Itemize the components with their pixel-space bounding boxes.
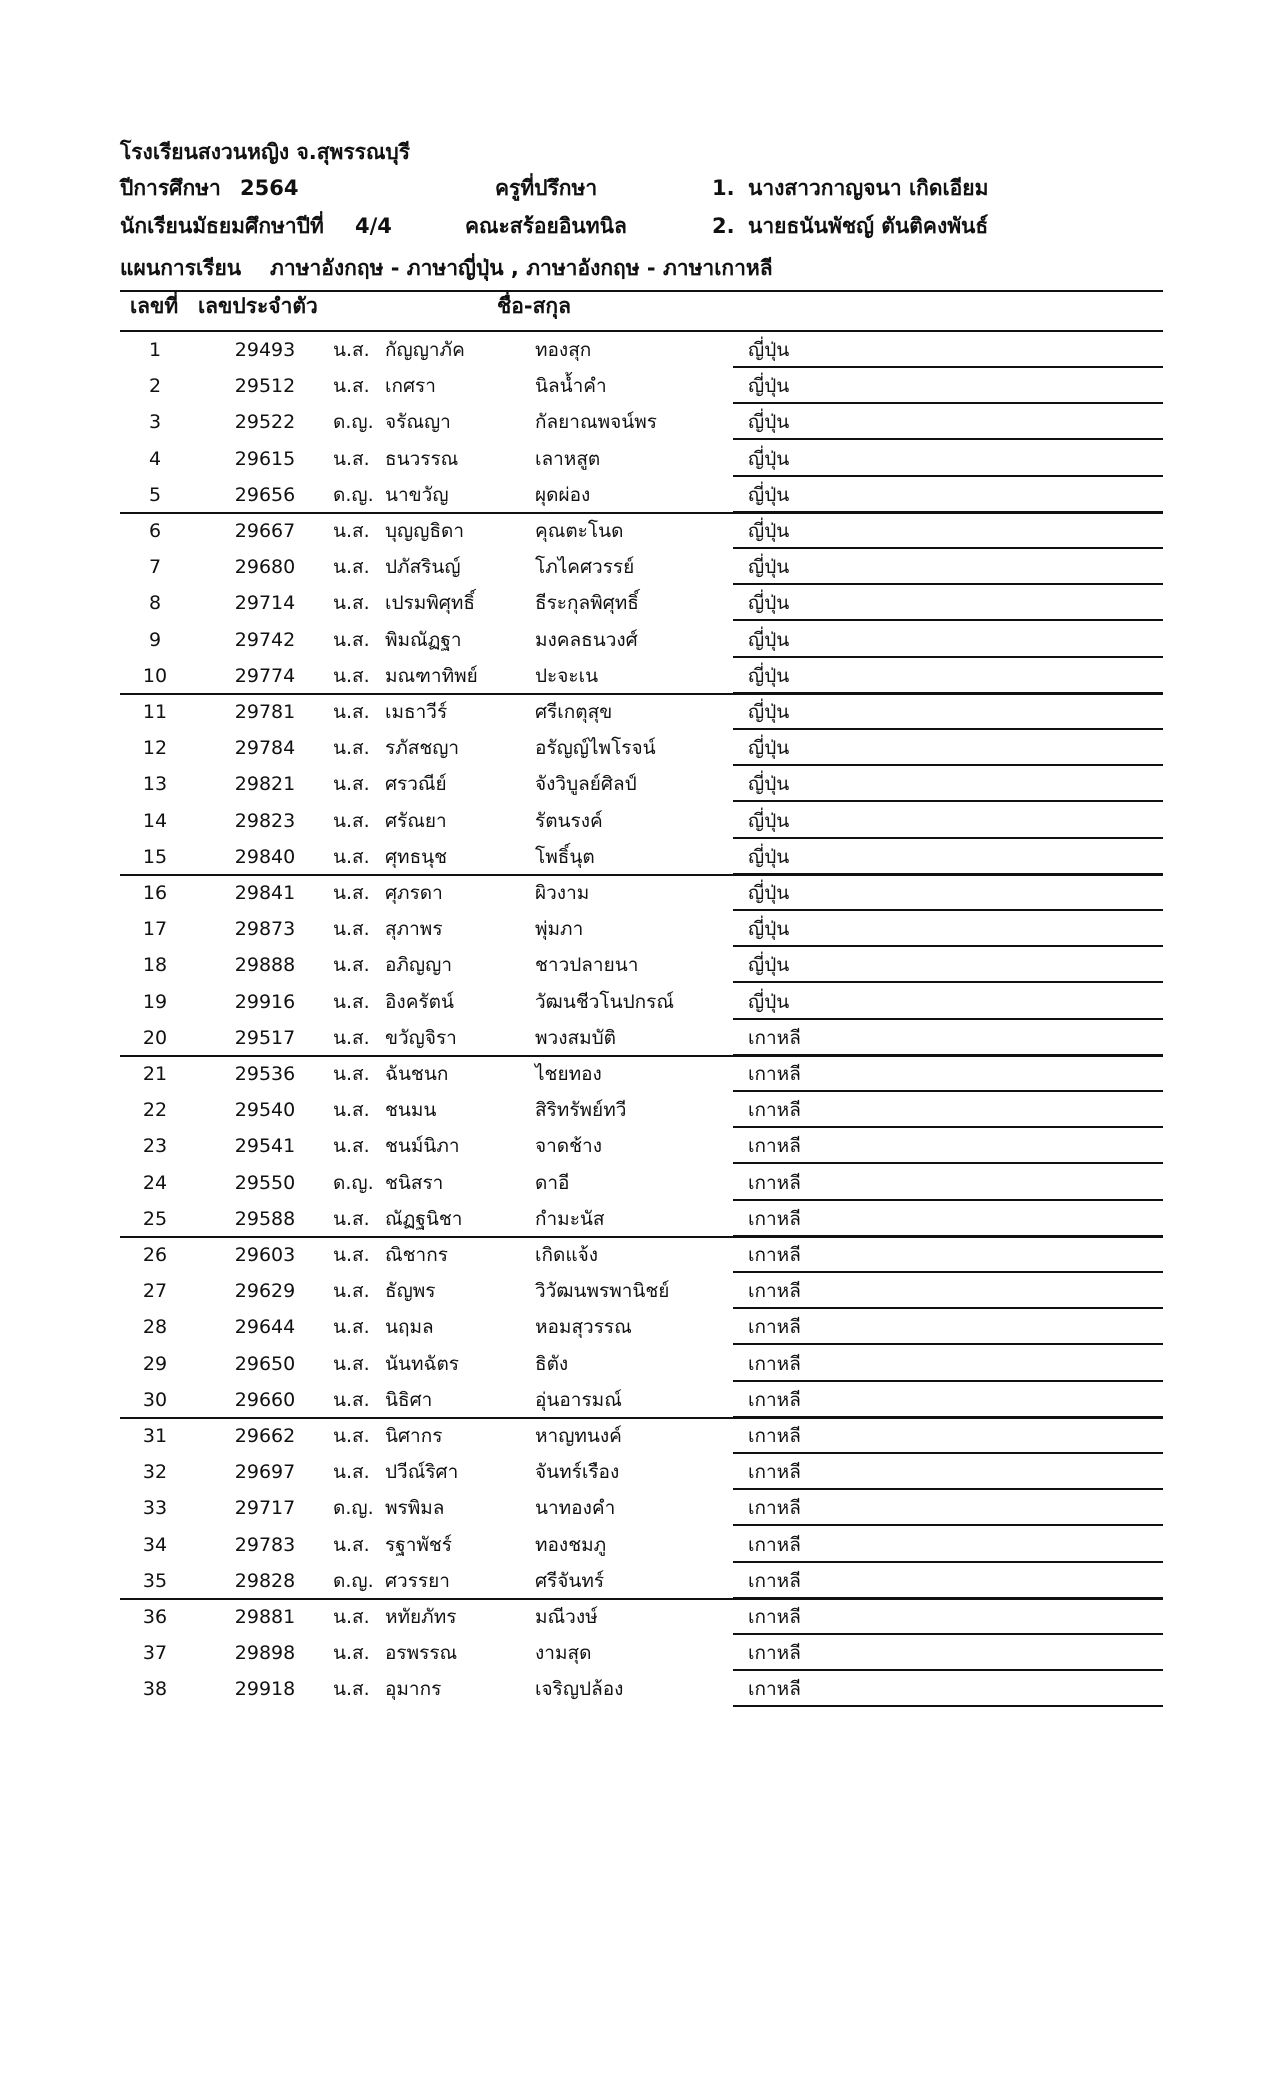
table-row [0,332,1275,368]
table-row [0,1273,1275,1309]
team-name: คณะสร้อยอินทนิล [465,214,627,238]
student-last-name: ศรีจันทร์ [535,1569,605,1592]
student-last-name: วัฒนชีวโนปกรณ์ [535,990,674,1013]
table-row [0,1563,1275,1599]
language-underline [733,1705,1163,1707]
class-label: นักเรียนมัธยมศึกษาปีที่ [120,214,324,238]
student-first-name: ธนวรรณ [385,447,459,470]
student-last-name: ผุดผ่อง [535,483,591,506]
student-id: 29588 [234,1207,296,1230]
student-id: 29774 [234,664,296,687]
study-plan: ภาษาอังกฤษ - ภาษาญี่ปุ่น , ภาษาอังกฤษ - ภาษาเกาหลี [270,256,773,280]
student-language: เกาหลี [748,1425,801,1447]
student-prefix: น.ส. [333,1606,370,1628]
student-number: 30 [142,1388,168,1411]
column-header-name: ชื่อ-สกุล [497,294,571,318]
student-id: 29697 [234,1461,296,1484]
student-language: เกาหลี [748,1461,801,1484]
student-first-name: มณฑาทิพย์ [385,664,478,687]
table-row [0,549,1275,585]
student-prefix: ด.ญ. [333,483,374,506]
student-prefix: น.ส. [333,592,370,615]
student-last-name: อุ่นอารมณ์ [535,1388,622,1411]
table-row [0,1454,1275,1490]
student-number: 12 [142,737,168,760]
table-row [0,911,1275,947]
student-prefix: น.ส. [333,954,370,977]
student-id: 29540 [234,1099,296,1122]
student-first-name: ฉันชนก [385,1063,449,1085]
student-number: 21 [142,1063,168,1085]
student-id: 29512 [234,375,296,398]
column-header-number: เลขที่ [130,294,179,318]
student-last-name: งามสุด [535,1642,592,1665]
student-first-name: ขวัญจิรา [385,1026,457,1049]
student-last-name: จังวิบูลย์ศิลป์ [535,773,637,796]
table-row [0,694,1275,730]
student-prefix: น.ส. [333,1207,370,1230]
student-prefix: น.ส. [333,1678,370,1701]
student-prefix: น.ส. [333,664,370,687]
student-language: เกาหลี [748,1533,801,1556]
student-language: เกาหลี [748,1497,801,1520]
student-number: 23 [142,1135,168,1158]
table-row [0,585,1275,621]
student-language: เกาหลี [748,1352,801,1375]
student-number: 28 [142,1316,168,1339]
table-row [0,1201,1275,1237]
student-last-name: คุณตะโนด [535,520,624,542]
student-number: 10 [142,664,168,687]
student-number: 7 [148,556,162,579]
student-language: เกาหลี [748,1280,801,1303]
student-first-name: อิงครัตน์ [385,990,454,1013]
table-row [0,1671,1275,1707]
student-first-name: รฐาพัชร์ [385,1533,452,1556]
student-id: 29821 [234,773,296,796]
student-language: เกาหลี [748,1135,801,1158]
student-language: ญี่ปุ่น [748,809,790,832]
student-last-name: สิริทรัพย์ทวี [535,1099,627,1122]
student-last-name: ปะจะเน [535,664,599,687]
student-first-name: ธัญพร [385,1280,436,1303]
student-last-name: จันทร์เรือง [535,1461,620,1484]
student-language: ญี่ปุ่น [748,411,790,434]
table-row [0,1418,1275,1454]
student-first-name: ศรัณยา [385,809,447,832]
student-number: 19 [142,990,168,1013]
table-row [0,1056,1275,1092]
student-language: ญี่ปุ่น [748,520,790,542]
student-prefix: น.ส. [333,773,370,796]
class-value: 4/4 [355,214,392,238]
student-prefix: ด.ญ. [333,1171,374,1194]
student-number: 34 [142,1533,168,1556]
student-prefix: น.ส. [333,375,370,398]
student-language: ญี่ปุ่น [748,375,790,398]
student-prefix: น.ส. [333,1461,370,1484]
table-row [0,1165,1275,1201]
table-row [0,1309,1275,1345]
student-prefix: ด.ญ. [333,1497,374,1520]
student-language: เกาหลี [748,1388,801,1411]
student-language: ญี่ปุ่น [748,339,790,361]
student-language: ญี่ปุ่น [748,447,790,470]
student-prefix: น.ส. [333,990,370,1013]
student-prefix: น.ส. [333,882,370,904]
student-last-name: ธีระกุลพิศุทธิ์ [535,592,639,615]
student-number: 11 [142,701,168,723]
student-prefix: น.ส. [333,1244,370,1266]
student-language: ญี่ปุ่น [748,990,790,1013]
student-number: 9 [148,628,162,651]
student-prefix: น.ส. [333,520,370,542]
academic-year-label: ปีการศึกษา [120,176,221,200]
student-first-name: อุมากร [385,1678,442,1701]
advisor1-number: 1. [712,176,735,200]
student-prefix: น.ส. [333,1352,370,1375]
student-last-name: เกิดแจ้ง [535,1244,598,1266]
student-last-name: ธิตัง [535,1352,569,1375]
student-first-name: สุภาพร [385,918,443,941]
table-row [0,404,1275,440]
study-plan-label: แผนการเรียน [120,256,242,280]
student-first-name: ศุทธนุช [385,845,448,868]
student-id: 29823 [234,809,296,832]
advisor-label: ครูที่ปรึกษา [495,176,598,200]
student-id: 29517 [234,1026,296,1049]
student-prefix: น.ส. [333,737,370,760]
student-last-name: หอมสุวรรณ [535,1316,632,1339]
student-id: 29898 [234,1642,296,1665]
student-id: 29916 [234,990,296,1013]
student-language: ญี่ปุ่น [748,954,790,977]
table-row [0,1599,1275,1635]
student-number: 13 [142,773,168,796]
student-first-name: นาขวัญ [385,483,449,506]
student-number: 25 [142,1207,168,1230]
student-last-name: วิวัฒนพรพานิชย์ [535,1280,670,1303]
student-language: เกาหลี [748,1207,801,1230]
student-id: 29783 [234,1533,296,1556]
advisor1-name: นางสาวกาญจนา เกิดเอียม [748,176,989,200]
student-language: ญี่ปุ่น [748,845,790,868]
table-row [0,441,1275,477]
student-number: 6 [148,520,162,542]
student-prefix: น.ส. [333,339,370,361]
student-id: 29541 [234,1135,296,1158]
table-row [0,984,1275,1020]
table-row [0,730,1275,766]
student-language: เกาหลี [748,1099,801,1122]
student-last-name: ทองสุก [535,339,592,361]
table-row [0,368,1275,404]
student-first-name: เปรมพิศุทธิ์ [385,592,475,615]
school-name: โรงเรียนสงวนหญิง จ.สุพรรณบุรี [120,140,411,164]
student-number: 15 [142,845,168,868]
student-language: ญี่ปุ่น [748,701,790,723]
table-row [0,875,1275,911]
student-number: 29 [142,1352,168,1375]
table-row [0,658,1275,694]
student-first-name: ศรวณีย์ [385,773,447,796]
table-row [0,622,1275,658]
student-language: ญี่ปุ่น [748,737,790,760]
table-row [0,1237,1275,1273]
student-number: 18 [142,954,168,977]
student-first-name: ปภัสรินญ์ [385,556,461,579]
column-header-student-id: เลขประจำตัว [198,294,318,318]
student-language: เกาหลี [748,1244,801,1266]
student-id: 29650 [234,1352,296,1375]
student-prefix: น.ส. [333,701,370,723]
student-id: 29881 [234,1606,296,1628]
student-first-name: ศวรรยา [385,1569,450,1592]
student-last-name: ทองชมภู [535,1533,607,1556]
student-id: 29536 [234,1063,296,1085]
table-row [0,1020,1275,1056]
student-first-name: ณิชากร [385,1244,448,1266]
student-prefix: น.ส. [333,1388,370,1411]
student-id: 29493 [234,339,296,361]
student-language: เกาหลี [748,1171,801,1194]
table-row [0,1128,1275,1164]
student-last-name: ศรีเกตุสุข [535,701,613,723]
student-id: 29550 [234,1171,296,1194]
student-first-name: นิธิศา [385,1388,433,1411]
student-number: 1 [148,339,162,361]
student-prefix: น.ส. [333,1316,370,1339]
student-language: เกาหลี [748,1063,801,1085]
student-last-name: เจริญปล้อง [535,1678,624,1701]
student-prefix: ด.ญ. [333,411,374,434]
student-number: 16 [142,882,168,904]
student-last-name: อรัญญ์ไพโรจน์ [535,737,656,760]
table-row [0,803,1275,839]
student-last-name: นิลน้ำคำ [535,375,607,398]
student-prefix: ด.ญ. [333,1569,374,1592]
student-last-name: หาญทนงค์ [535,1425,622,1447]
student-prefix: น.ส. [333,1063,370,1085]
student-id: 29742 [234,628,296,651]
table-row [0,766,1275,802]
student-first-name: เกศรา [385,375,436,398]
table-row [0,1490,1275,1526]
student-id: 29644 [234,1316,296,1339]
student-id: 29828 [234,1569,296,1592]
student-prefix: น.ส. [333,1533,370,1556]
student-first-name: รภัสชญา [385,737,460,760]
student-language: ญี่ปุ่น [748,592,790,615]
student-first-name: พรพิมล [385,1497,445,1520]
student-first-name: อภิญญา [385,954,452,977]
student-number: 2 [148,375,162,398]
student-language: ญี่ปุ่น [748,918,790,941]
student-id: 29522 [234,411,296,434]
student-language: เกาหลี [748,1316,801,1339]
student-id: 29888 [234,954,296,977]
student-prefix: น.ส. [333,1099,370,1122]
student-number: 31 [142,1425,168,1447]
table-row [0,477,1275,513]
student-number: 36 [142,1606,168,1628]
table-row [0,947,1275,983]
student-first-name: ชนมน [385,1099,437,1122]
student-id: 29841 [234,882,296,904]
student-last-name: จาดช้าง [535,1135,602,1158]
student-language: เกาหลี [748,1569,801,1592]
student-last-name: มงคลธนวงศ์ [535,628,638,651]
student-number: 33 [142,1497,168,1520]
student-last-name: รัตนรงค์ [535,809,603,832]
student-id: 29840 [234,845,296,868]
student-number: 14 [142,809,168,832]
student-language: เกาหลี [748,1026,801,1049]
student-number: 35 [142,1569,168,1592]
student-first-name: นิศากร [385,1425,443,1447]
student-number: 27 [142,1280,168,1303]
student-id: 29717 [234,1497,296,1520]
student-prefix: น.ส. [333,556,370,579]
student-language: ญี่ปุ่น [748,664,790,687]
student-id: 29667 [234,520,296,542]
student-language: ญี่ปุ่น [748,556,790,579]
student-number: 17 [142,918,168,941]
student-language: ญี่ปุ่น [748,628,790,651]
student-language: ญี่ปุ่น [748,773,790,796]
table-row [0,513,1275,549]
student-prefix: น.ส. [333,918,370,941]
student-id: 29784 [234,737,296,760]
student-last-name: เลาหสูต [535,447,601,470]
advisor2-name: นายธนันพัชญ์ ตันติคงพันธ์ [748,214,989,238]
table-row [0,1382,1275,1418]
student-last-name: ผิวงาม [535,882,590,904]
student-first-name: นันทฉัตร [385,1352,459,1375]
student-number: 24 [142,1171,168,1194]
student-number: 38 [142,1678,168,1701]
student-prefix: น.ส. [333,447,370,470]
student-id: 29918 [234,1678,296,1701]
student-prefix: น.ส. [333,628,370,651]
student-prefix: น.ส. [333,845,370,868]
student-last-name: พวงสมบัติ [535,1026,616,1049]
student-last-name: กำมะนัส [535,1207,605,1230]
student-number: 3 [148,411,162,434]
student-prefix: น.ส. [333,1425,370,1447]
student-prefix: น.ส. [333,1026,370,1049]
student-prefix: น.ส. [333,1135,370,1158]
student-number: 8 [148,592,162,615]
student-last-name: กัลยาณพจน์พร [535,411,657,434]
student-first-name: จรัณญา [385,411,451,434]
student-first-name: ศุภรดา [385,882,443,904]
student-prefix: น.ส. [333,809,370,832]
student-id: 29656 [234,483,296,506]
student-last-name: พุ่มภา [535,918,584,941]
student-id: 29660 [234,1388,296,1411]
student-id: 29603 [234,1244,296,1266]
table-row [0,1346,1275,1382]
student-number: 5 [148,483,162,506]
student-first-name: นฤมล [385,1316,434,1339]
student-number: 20 [142,1026,168,1049]
student-id: 29662 [234,1425,296,1447]
student-first-name: ชนิสรา [385,1171,444,1194]
student-id: 29615 [234,447,296,470]
student-first-name: กัญญาภัค [385,339,465,361]
student-last-name: โภไคศวรรย์ [535,556,635,579]
student-last-name: มณีวงษ์ [535,1606,598,1628]
student-language: ญี่ปุ่น [748,483,790,506]
student-first-name: ชนม์นิภา [385,1135,460,1158]
student-language: เกาหลี [748,1678,801,1701]
student-number: 4 [148,447,162,470]
student-last-name: ชาวปลายนา [535,954,639,977]
academic-year: 2564 [240,176,299,200]
student-id: 29781 [234,701,296,723]
student-number: 22 [142,1099,168,1122]
student-id: 29873 [234,918,296,941]
advisor2-number: 2. [712,214,735,238]
student-prefix: น.ส. [333,1280,370,1303]
student-first-name: หทัยภัทร [385,1606,457,1628]
student-last-name: โพธิ์นุต [535,845,595,868]
student-language: เกาหลี [748,1642,801,1665]
student-prefix: น.ส. [333,1642,370,1665]
student-number: 37 [142,1642,168,1665]
student-last-name: นาทองคำ [535,1497,616,1520]
table-row [0,839,1275,875]
student-last-name: ไชยทอง [535,1063,602,1085]
student-first-name: เมธาวีร์ [385,701,448,723]
student-language: ญี่ปุ่น [748,882,790,904]
table-row [0,1527,1275,1563]
student-number: 32 [142,1461,168,1484]
student-first-name: อรพรรณ [385,1642,458,1665]
student-id: 29629 [234,1280,296,1303]
student-first-name: ณัฏฐนิชา [385,1207,463,1230]
student-id: 29714 [234,592,296,615]
table-row [0,1092,1275,1128]
student-last-name: ดาอี [535,1171,570,1194]
student-id: 29680 [234,556,296,579]
table-row [0,1635,1275,1671]
student-first-name: ปวีณ์ริศา [385,1461,459,1484]
student-number: 26 [142,1244,168,1266]
student-first-name: พิมณัฏฐา [385,628,462,651]
student-language: เกาหลี [748,1606,801,1628]
student-first-name: บุญญธิดา [385,520,465,542]
